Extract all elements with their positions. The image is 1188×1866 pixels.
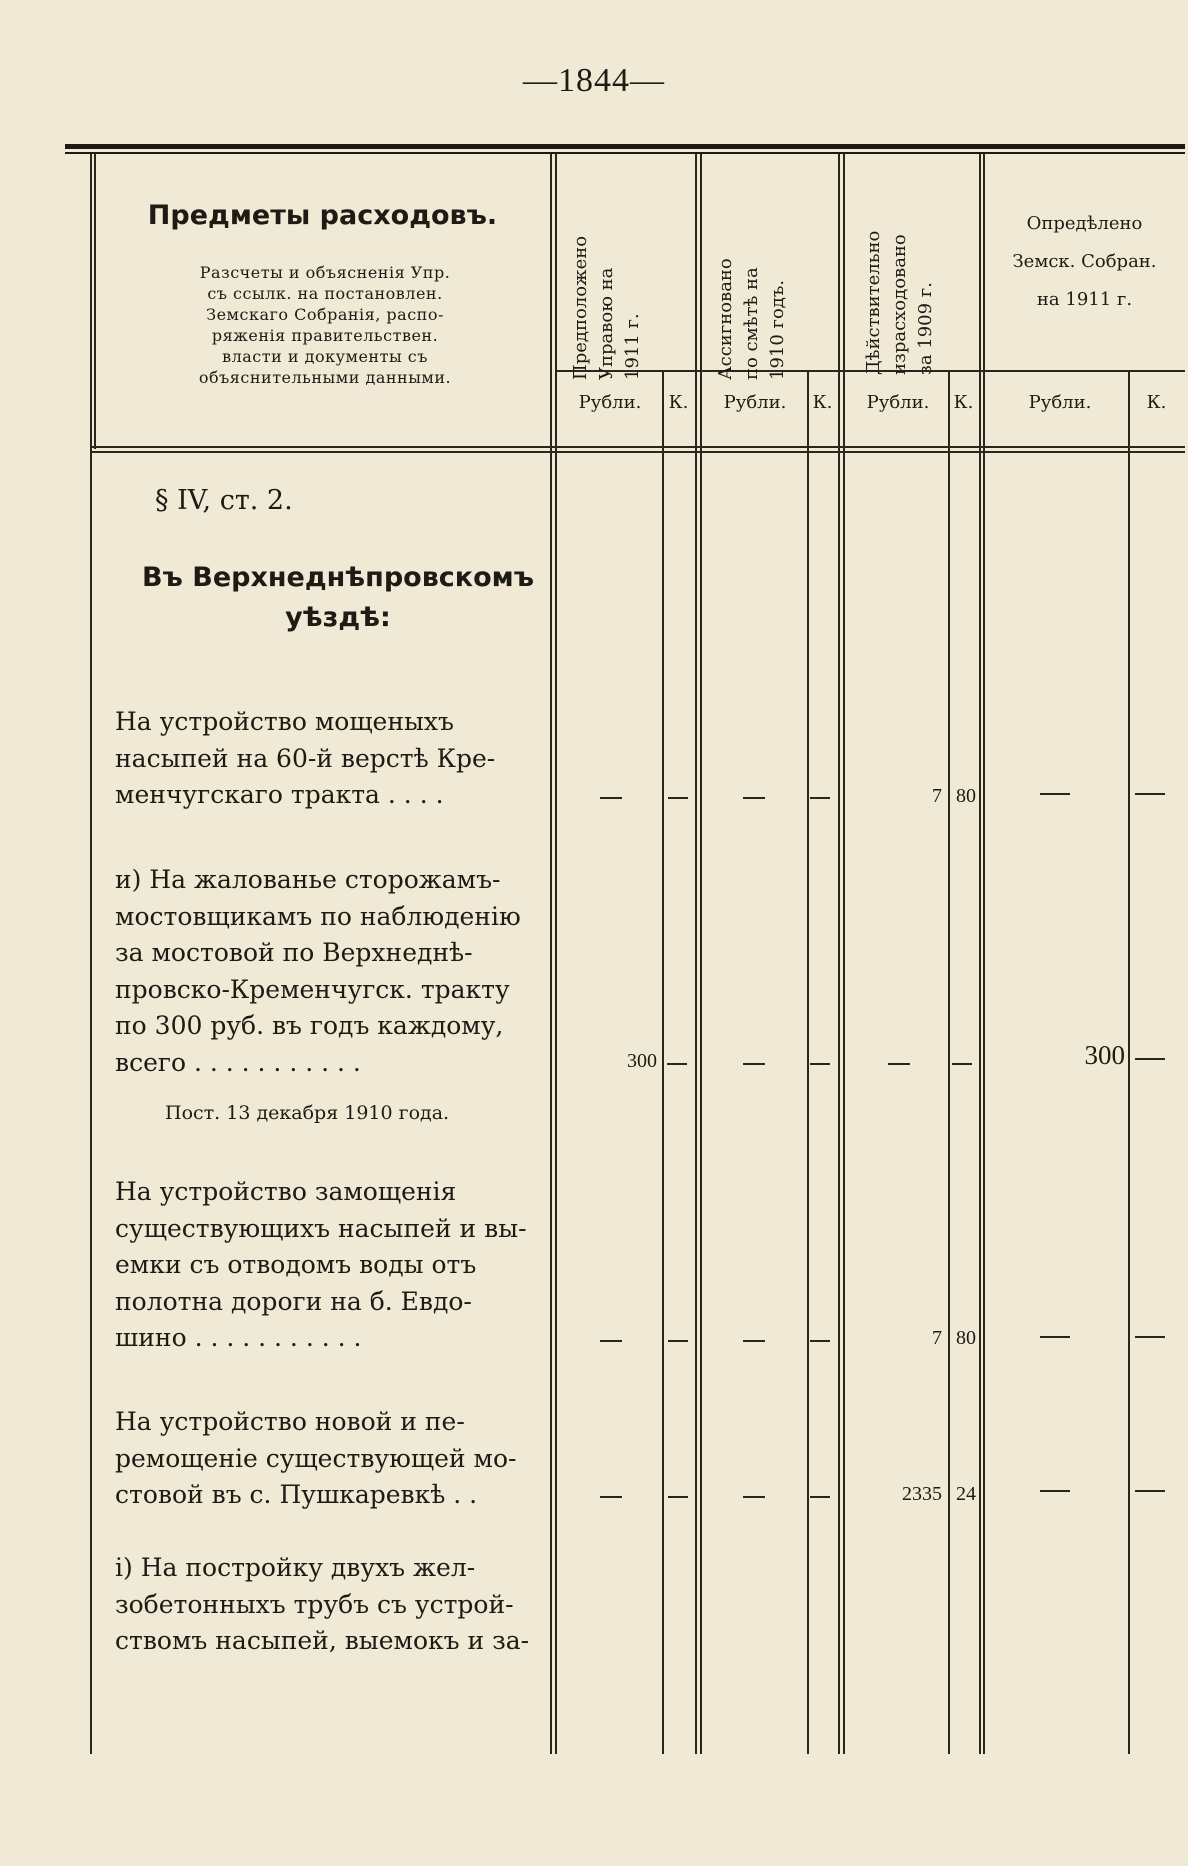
value-dash xyxy=(1135,793,1165,795)
expense-item: На устройство новой и пе- ремощеніе существующей мо- стовой въ с. Пушкаревкѣ . . xyxy=(115,1407,517,1509)
expense-item: и) На жалованье сторожамъ- мостовщикамъ по наблюденію за мостовой по Верхнеднѣ- провско-Кременчугск. тракту по 300 руб. въ годъ каждому, всего . . . . . . . . . . . xyxy=(115,865,521,1077)
value-dash xyxy=(743,797,765,799)
column-header-proposed: Предположено Управою на 1911 г. xyxy=(570,235,643,380)
col-line xyxy=(695,154,697,1754)
resolution-note: Пост. 13 декабря 1910 года. xyxy=(165,1102,450,1124)
rub-label: Рубли. xyxy=(578,392,642,413)
value-dash xyxy=(743,1063,765,1065)
kop-label: К. xyxy=(953,392,974,413)
rub-label: Рубли. xyxy=(1028,392,1092,413)
col-line xyxy=(838,154,840,1754)
section-number: § IV, ст. 2. xyxy=(155,485,293,516)
spent-rubles: 7 xyxy=(932,785,942,807)
expense-item: На устройство замощенія существующихъ насыпей и вы- емки съ отводомъ воды отъ полотна дороги на б. Евдо- шино . . . . . . . . . . . xyxy=(115,1177,527,1352)
spent-rubles: 7 xyxy=(932,1327,942,1349)
col-line xyxy=(555,154,557,1754)
top-rule xyxy=(65,144,1185,149)
value-dash xyxy=(668,1496,688,1498)
rub-label: Рубли. xyxy=(866,392,930,413)
col-line xyxy=(948,370,950,1754)
col-line xyxy=(979,154,981,1754)
header-description: Разсчеты и объясненія Упр. съ ссылк. на постановлен. Земскаго Собранія, распо- ряженія правительствен. власти и документы съ объяснительными данными. xyxy=(198,263,452,387)
value-dash xyxy=(1040,1336,1070,1338)
value-dash xyxy=(668,797,688,799)
value-dash xyxy=(888,1063,910,1065)
value-dash xyxy=(600,1496,622,1498)
value-dash xyxy=(810,1063,830,1065)
col-line xyxy=(550,154,552,1754)
value-dash xyxy=(668,1340,688,1342)
rub-label: Рубли. xyxy=(723,392,787,413)
kop-label: К. xyxy=(1146,392,1167,413)
col-line xyxy=(983,154,985,1754)
value-dash xyxy=(600,797,622,799)
header-title: Предметы расходовъ. xyxy=(147,200,498,231)
kop-label: К. xyxy=(812,392,833,413)
spent-kopecks: 80 xyxy=(956,1327,976,1349)
spent-kopecks: 24 xyxy=(956,1483,976,1505)
determined-rubles: 300 xyxy=(1084,1040,1125,1070)
value-dash xyxy=(810,1496,830,1498)
column-header-assigned: Ассигновано по смѣтѣ на 1910 годъ. xyxy=(715,258,788,380)
value-dash xyxy=(810,797,830,799)
value-dash xyxy=(1040,793,1070,795)
col-line xyxy=(807,370,809,1754)
proposed-rubles: 300 xyxy=(627,1050,657,1072)
page-number: —1844— xyxy=(523,62,665,99)
value-dash xyxy=(952,1063,972,1065)
value-dash xyxy=(1135,1058,1165,1060)
col-line xyxy=(90,154,92,1754)
col-line xyxy=(843,154,845,1754)
district-heading: Въ Верхнеднѣпровскомъ уѣздѣ: xyxy=(141,562,535,633)
top-rule-thin xyxy=(65,152,1185,154)
column-header-determined: Опредѣлено Земск. Собран. на 1911 г. xyxy=(1012,213,1157,310)
value-dash xyxy=(810,1340,830,1342)
value-dash xyxy=(1040,1490,1070,1492)
expense-item: і) На постройку двухъ жел- зобетонныхъ трубъ съ устрой- ствомъ насыпей, выемокъ и за- xyxy=(115,1553,530,1655)
column-header-spent: Дѣйствительно израсходовано за 1909 г. xyxy=(863,230,936,375)
value-dash xyxy=(600,1340,622,1342)
kop-label: К. xyxy=(668,392,689,413)
col-line xyxy=(94,154,96,449)
spent-rubles: 2335 xyxy=(902,1483,942,1505)
header-bottom-rule xyxy=(90,451,1185,453)
value-dash xyxy=(667,1063,687,1065)
col-line xyxy=(1128,370,1130,1754)
expense-item: На устройство мощеныхъ насыпей на 60-й верстѣ Кре- менчугскаго тракта . . . . xyxy=(115,707,496,809)
value-dash xyxy=(743,1496,765,1498)
value-dash xyxy=(1135,1490,1165,1492)
col-line xyxy=(662,370,664,1754)
spent-kopecks: 80 xyxy=(956,785,976,807)
value-dash xyxy=(1135,1336,1165,1338)
col-line xyxy=(700,154,702,1754)
header-bottom-rule xyxy=(90,446,1185,448)
value-dash xyxy=(743,1340,765,1342)
